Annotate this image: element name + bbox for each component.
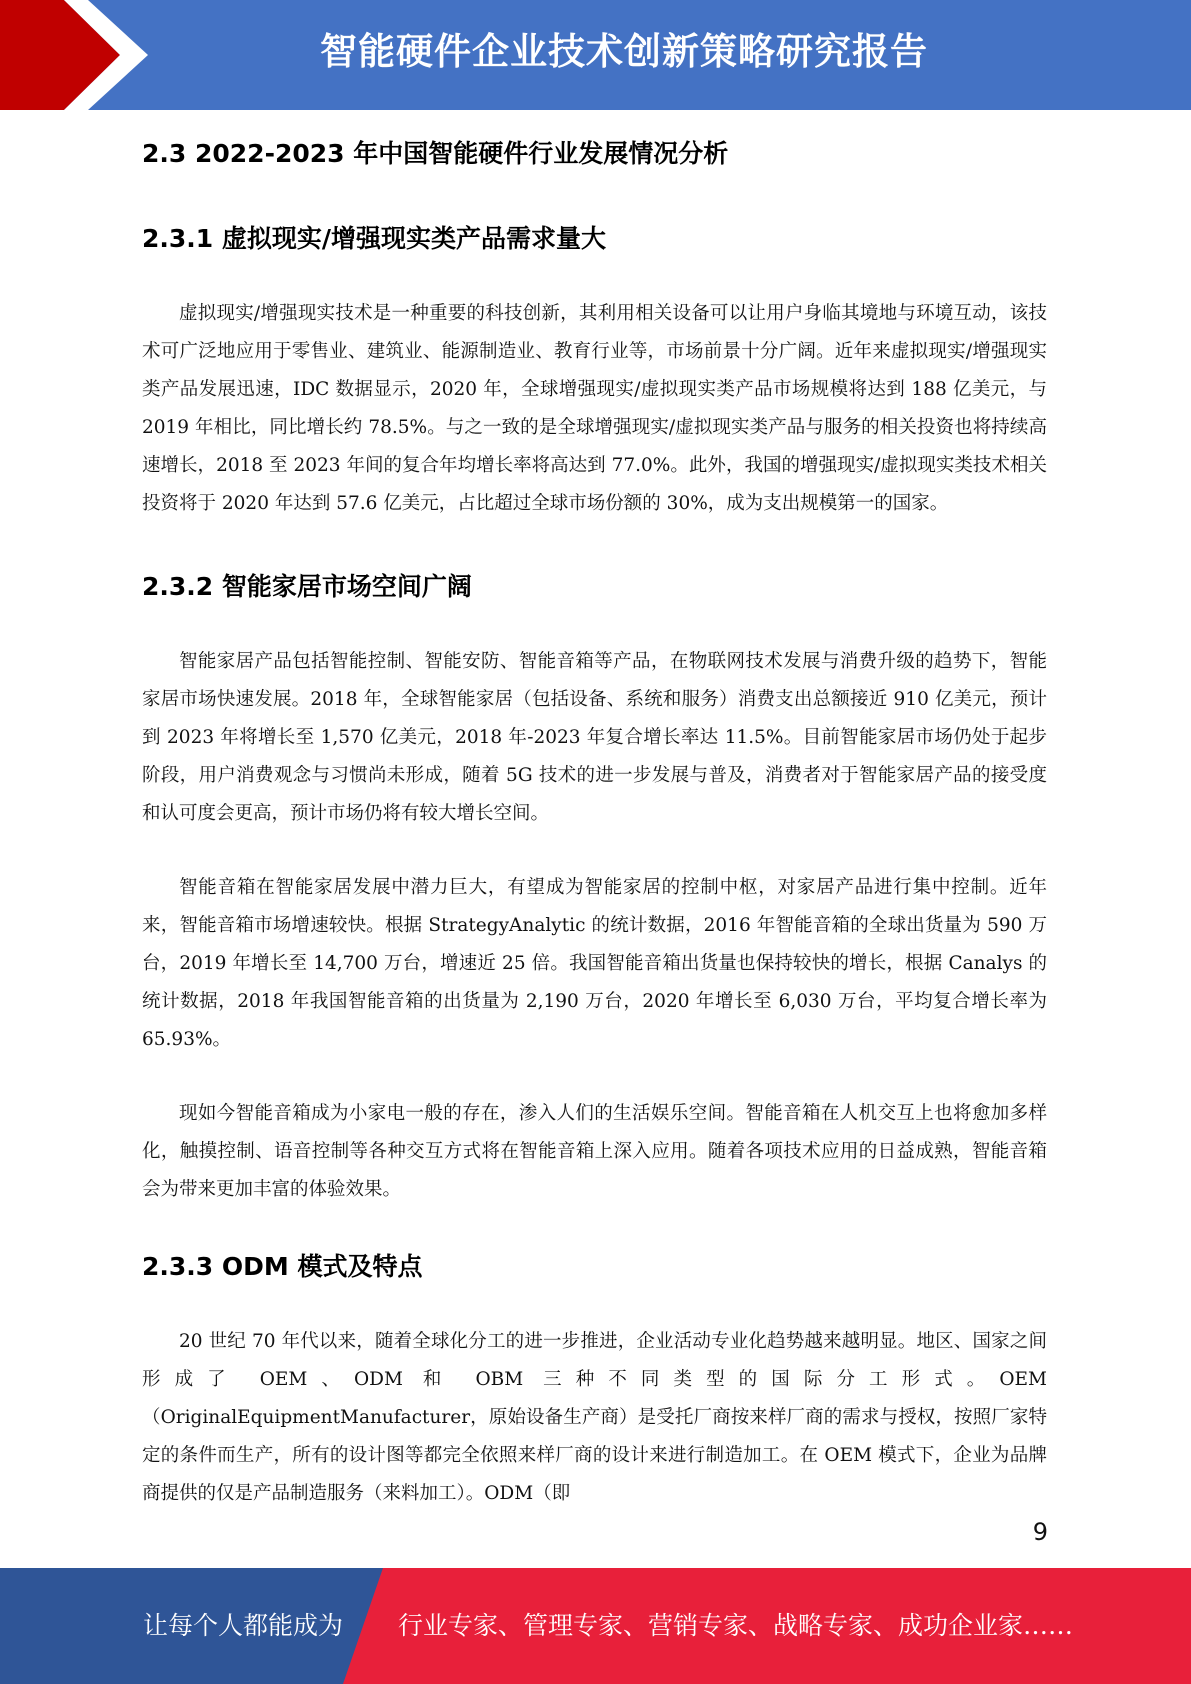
paragraph-smart-speaker-usage: 现如今智能音箱成为小家电一般的存在，渗入人们的生活娱乐空间。智能音箱在人机交互上也将愈加多样化，触摸控制、语音控制等各种交互方式将在智能音箱上深入应用。随着各项技术应用的日益成熟，智能音箱会为带来更加丰富的体验效果。: [142, 1103, 1047, 1200]
section-heading: 2.3 2022-2023 年中国智能硬件行业发展情况分析: [142, 139, 729, 168]
subsection-heading-odm: 2.3.3 ODM 模式及特点: [142, 1252, 423, 1281]
paragraph-odm-model: 20 世纪 70 年代以来，随着全球化分工的进一步推进，企业活动专业化趋势越来越明显。地区、国家之间形成了 OEM、ODM 和 OBM 三种不同类型的国际分工形式。OEM（OriginalEquipmentManufacturer，原始设备生产商）是受托厂商按来样厂商的需求与授权，按照厂家特定的条件而生产，所有的设计图等都完全依照来样厂商的设计来进行制造加工。在 OEM 模式下，企业为品牌商提供的仅是产品制造服务（来料加工）。ODM（即: [142, 1331, 1047, 1504]
report-content: [142, 110, 1047, 1513]
paragraph-smart-home-market: 智能家居产品包括智能控制、智能安防、智能音箱等产品，在物联网技术发展与消费升级的趋势下，智能家居市场快速发展。2018 年，全球智能家居（包括设备、系统和服务）消费支出总额接近 910 亿美元，预计到 2023 年将增长至 1,570 亿美元，2018 年-2023 年复合增长率达 11.5%。目前智能家居市场仍处于起步阶段，用户消费观念与习惯尚未形成，随着 5G 技术的进一步发展与普及，消费者对于智能家居产品的接受度和认可度会更高，预计市场仍将有较大增长空间。: [142, 651, 1047, 824]
page-header: [0, 0, 1191, 110]
page-footer: [0, 1568, 1191, 1684]
footer-slogan-left: 让每个人都能成为: [143, 1611, 344, 1640]
paragraph-smart-speaker-growth: 智能音箱在智能家居发展中潜力巨大，有望成为智能家居的控制中枢，对家居产品进行集中控制。近年来，智能音箱市场增速较快。根据 StrategyAnalytic 的统计数据，2016 年智能音箱的全球出货量为 590 万台，2019 年增长至 14,700 万台，增速近 25 倍。我国智能音箱出货量也保持较快的增长，根据 Canalys 的统计数据，2018 年我国智能音箱的出货量为 2,190 万台，2020 年增长至 6,030 万台，平均复合增长率为 65.93%。: [142, 877, 1047, 1050]
subsection-heading-vr-ar: 2.3.1 虚拟现实/增强现实类产品需求量大: [142, 224, 607, 253]
footer-slogan-right: 行业专家、管理专家、营销专家、战略专家、成功企业家……: [398, 1611, 1074, 1640]
paragraph-vr-ar: 虚拟现实/增强现实技术是一种重要的科技创新，其利用相关设备可以让用户身临其境地与环境互动，该技术可广泛地应用于零售业、建筑业、能源制造业、教育行业等，市场前景十分广阔。近年来虚拟现实/增强现实类产品发展迅速，IDC 数据显示，2020 年，全球增强现实/虚拟现实类产品市场规模将达到 188 亿美元，与 2019 年相比，同比增长约 78.5%。与之一致的是全球增强现实/虚拟现实类产品与服务的相关投资也将持续高速增长，2018 至 2023 年间的复合年均增长率将高达到 77.0%。此外，我国的增强现实/虚拟现实类技术相关投资将于 2020 年达到 57.6 亿美元，占比超过全球市场份额的 30%，成为支出规模第一的国家。: [142, 303, 1047, 514]
report-title: 智能硬件企业技术创新策略研究报告: [320, 30, 928, 73]
page-number: 9: [1032, 1518, 1048, 1546]
subsection-heading-smart-home: 2.3.2 智能家居市场空间广阔: [142, 572, 472, 601]
